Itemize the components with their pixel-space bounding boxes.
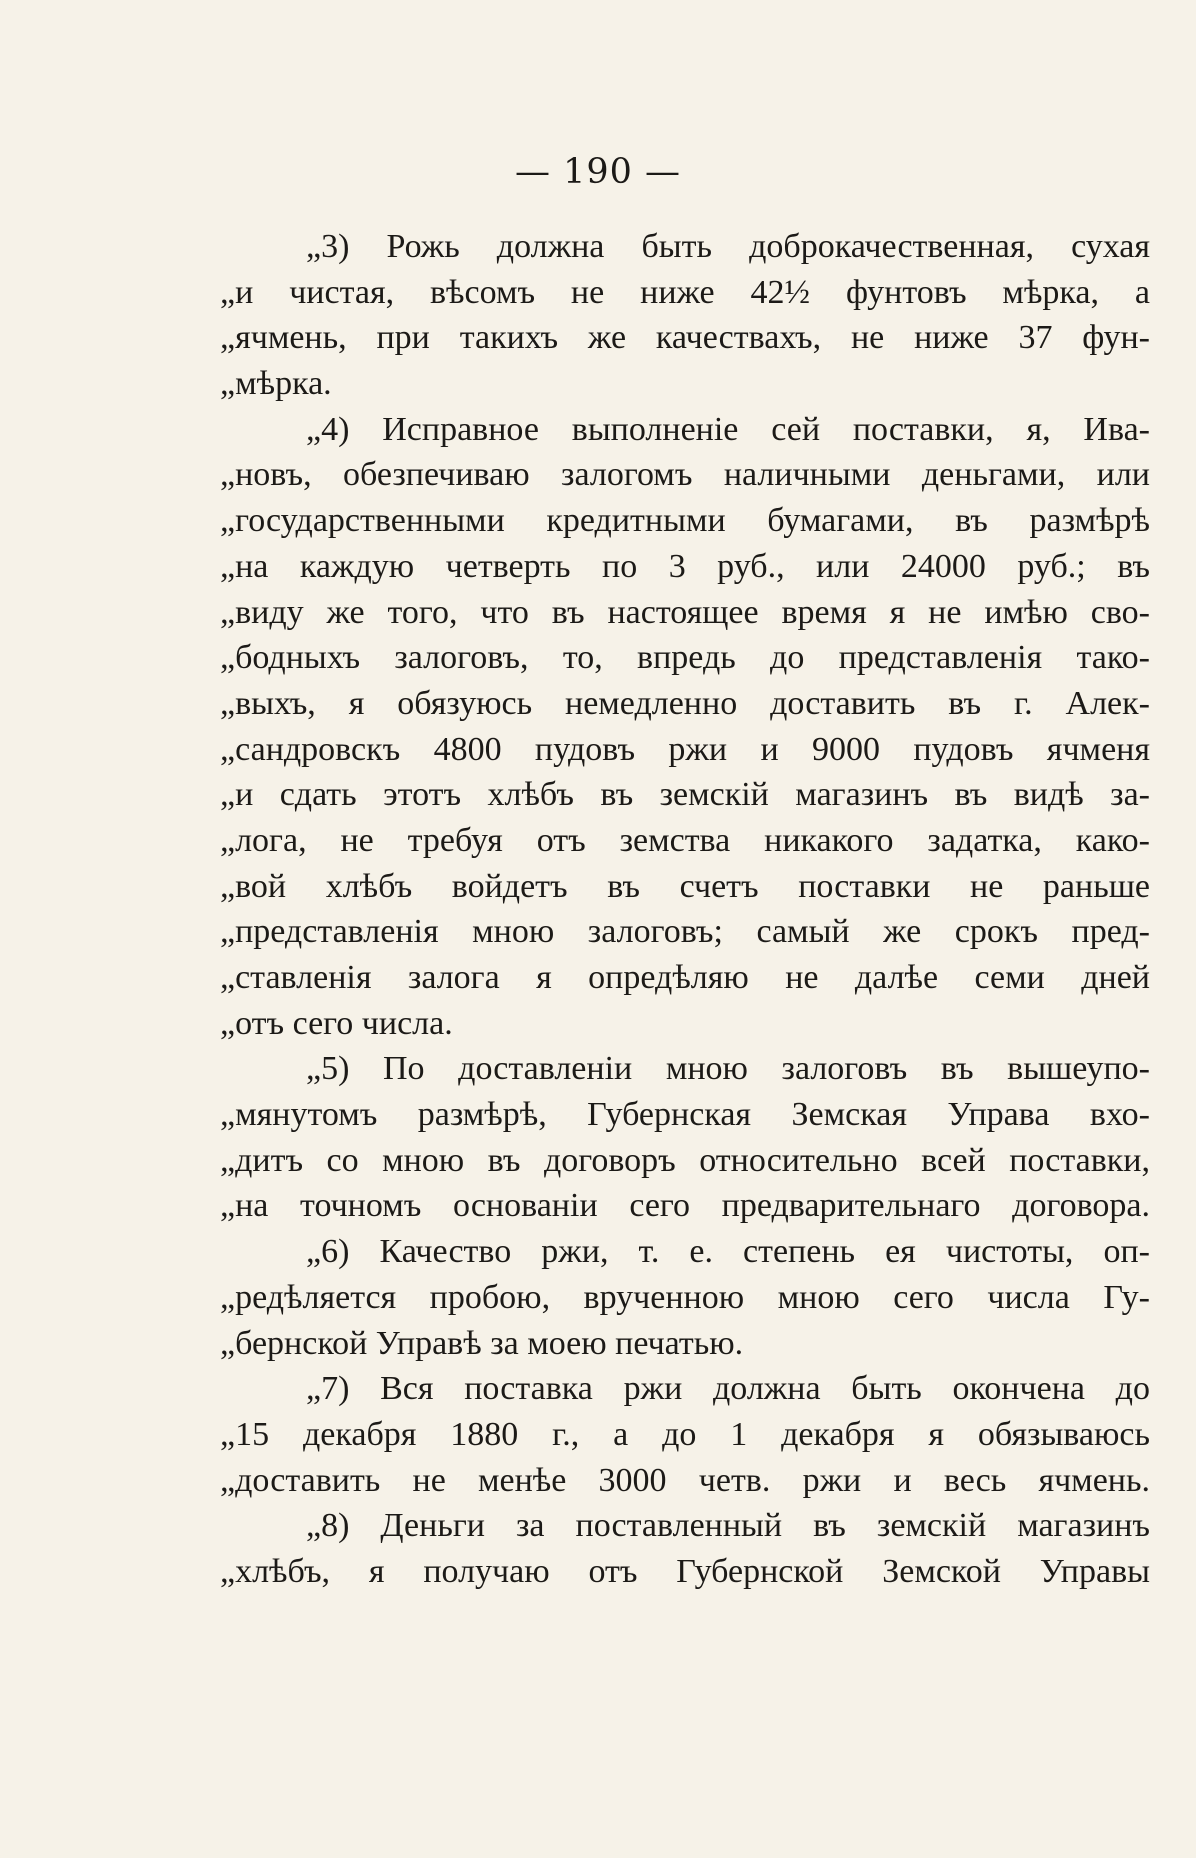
text-line: „15 декабря 1880 г., а до 1 декабря я обязываюсь — [220, 1415, 1150, 1453]
text-line: „ставленія залога я опредѣляю не далѣе семи дней — [220, 959, 1150, 996]
text-line: „6) Качество ржи, т. е. степень ея чистоты, оп- — [306, 1233, 1150, 1271]
text-line: „и сдать этотъ хлѣбъ въ земскій магазинъ въ видѣ за- — [220, 776, 1150, 814]
text-body — [220, 224, 1150, 1595]
text-line: „бернской Управѣ за моею печатью. — [220, 1324, 744, 1362]
text-line: „новъ, обезпечиваю залогомъ наличными деньгами, или — [220, 456, 1150, 494]
paragraph-7 — [220, 1366, 1150, 1503]
text-line: „и чистая, вѣсомъ не ниже 42½ фунтовъ мѣрка, а — [220, 273, 1150, 311]
text-line: „лога, не требуя отъ земства никакого задатка, како- — [220, 821, 1150, 859]
text-line: „виду же того, что въ настоящее время я не имѣю сво- — [220, 593, 1150, 631]
paragraph-8 — [220, 1503, 1150, 1594]
text-line: „5) По доставленіи мною залоговъ въ вышеупо- — [306, 1050, 1150, 1088]
paragraph-6 — [220, 1229, 1150, 1366]
text-line: „редѣляется пробою, врученною мною сего числа Гу- — [220, 1278, 1150, 1316]
text-line: „вой хлѣбъ войдетъ въ счетъ поставки не раньше — [220, 867, 1150, 905]
text-line: „на точномъ основаніи сего предварительнаго договора. — [220, 1187, 1150, 1225]
text-line: „сандровскъ 4800 пудовъ ржи и 9000 пудовъ ячменя — [220, 730, 1150, 768]
text-line: „ячмень, при такихъ же качествахъ, не ниже 37 фун- — [220, 319, 1150, 357]
text-line: „на каждую четверть по 3 руб., или 24000 руб.; въ — [220, 547, 1150, 585]
paragraph-5 — [220, 1046, 1150, 1229]
text-line: „мѣрка. — [220, 365, 332, 403]
text-line: „отъ сего числа. — [220, 1004, 453, 1042]
text-line: „3) Рожь должна быть доброкачественная, сухая — [306, 228, 1150, 265]
text-line: „хлѣбъ, я получаю отъ Губернской Земской Управы — [220, 1552, 1150, 1590]
text-line: „дитъ со мною въ договоръ относительно всей поставки, — [220, 1141, 1150, 1179]
paragraph-3 — [220, 224, 1150, 407]
text-line: „7) Вся поставка ржи должна быть окончена до — [306, 1370, 1150, 1408]
text-line: „представленія мною залоговъ; самый же срокъ пред- — [220, 913, 1150, 951]
text-line: „государственными кредитными бумагами, въ размѣрѣ — [220, 502, 1150, 540]
page-number: — 190 — — [514, 152, 682, 192]
text-line: „доставить не менѣе 3000 четв. ржи и весь ячмень. — [220, 1461, 1150, 1499]
paragraph-4 — [220, 407, 1150, 1047]
text-line: „мянутомъ размѣрѣ, Губернская Земская Управа вхо- — [220, 1096, 1150, 1134]
text-line: „бодныхъ залоговъ, то, впредь до представленія тако- — [220, 639, 1150, 677]
text-line: „4) Исправное выполненіе сей поставки, я, Ива- — [306, 410, 1150, 448]
text-line: „8) Деньги за поставленный въ земскій магазинъ — [306, 1507, 1150, 1545]
text-line: „выхъ, я обязуюсь немедленно доставить въ г. Алек- — [220, 684, 1150, 722]
